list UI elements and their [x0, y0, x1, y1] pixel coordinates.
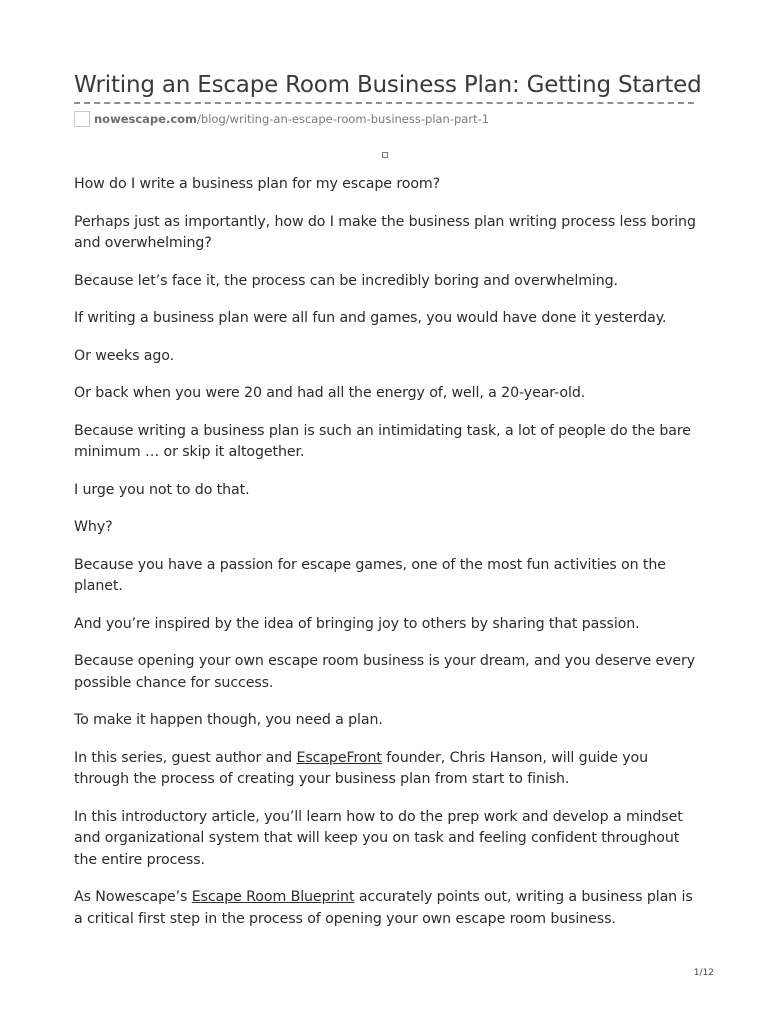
paragraph-text: founder, Chris Hanson, will guide you through the process of creating your business plan from start to finish. [74, 749, 649, 787]
paragraph: I urge you not to do that. [74, 481, 250, 498]
paragraph: Because opening your own escape room business is your dream, and you deserve every possible chance for success. [74, 653, 696, 691]
paragraph: Or weeks ago. [74, 347, 175, 364]
source-url[interactable] [74, 110, 696, 128]
paragraph: Or back when you were 20 and had all the energy of, well, a 20-year-old. [74, 385, 586, 401]
paragraph-with-link [74, 887, 696, 930]
paragraph-with-link [74, 748, 696, 791]
escapefront-link[interactable]: EscapeFront [296, 749, 382, 766]
paragraph-text: As Nowescape’s [74, 889, 192, 905]
paragraph: How do I write a business plan for my escape room? [74, 176, 441, 192]
document-page [74, 68, 702, 927]
favicon-icon [74, 111, 90, 127]
paragraph: Because you have a passion for escape games, one of the most fun activities on the planet. [74, 556, 666, 594]
paragraph: To make it happen though, you need a plan. [74, 712, 383, 728]
paragraph: In this introductory article, you’ll learn how to do the prep work and develop a mindset and organizational system that will keep you on task and feeling confident throughout the entire process. [74, 808, 683, 868]
title-divider [74, 102, 694, 104]
page-number: 1/12 [693, 968, 714, 978]
paragraph: And you’re inspired by the idea of bringing joy to others by sharing that passion. [74, 615, 640, 632]
image-placeholder-icon [382, 152, 388, 158]
paragraph: If writing a business plan were all fun and games, you would have done it yesterday. [74, 310, 667, 326]
source-domain[interactable]: nowescape.com [94, 112, 198, 126]
article-title: Writing an Escape Room Business Plan: Getting Started [74, 72, 702, 98]
article-body [74, 174, 696, 946]
paragraph: Why? [74, 519, 113, 535]
paragraph-text: In this series, guest author and [74, 749, 297, 766]
paragraph-text: accurately points out, writing a business plan is a critical first step in the process of opening your own escape room business. [74, 889, 693, 927]
source-path[interactable]: /blog/writing-an-escape-room-business-plan-part-1 [197, 112, 490, 126]
paragraph: Because let’s face it, the process can be incredibly boring and overwhelming. [74, 272, 618, 289]
paragraph: Perhaps just as importantly, how do I make the business plan writing process less boring and overwhelming? [74, 213, 696, 251]
escape-room-blueprint-link[interactable]: Escape Room Blueprint [191, 889, 355, 905]
paragraph: Because writing a business plan is such an intimidating task, a lot of people do the bare minimum … or skip it altogether. [74, 422, 691, 460]
